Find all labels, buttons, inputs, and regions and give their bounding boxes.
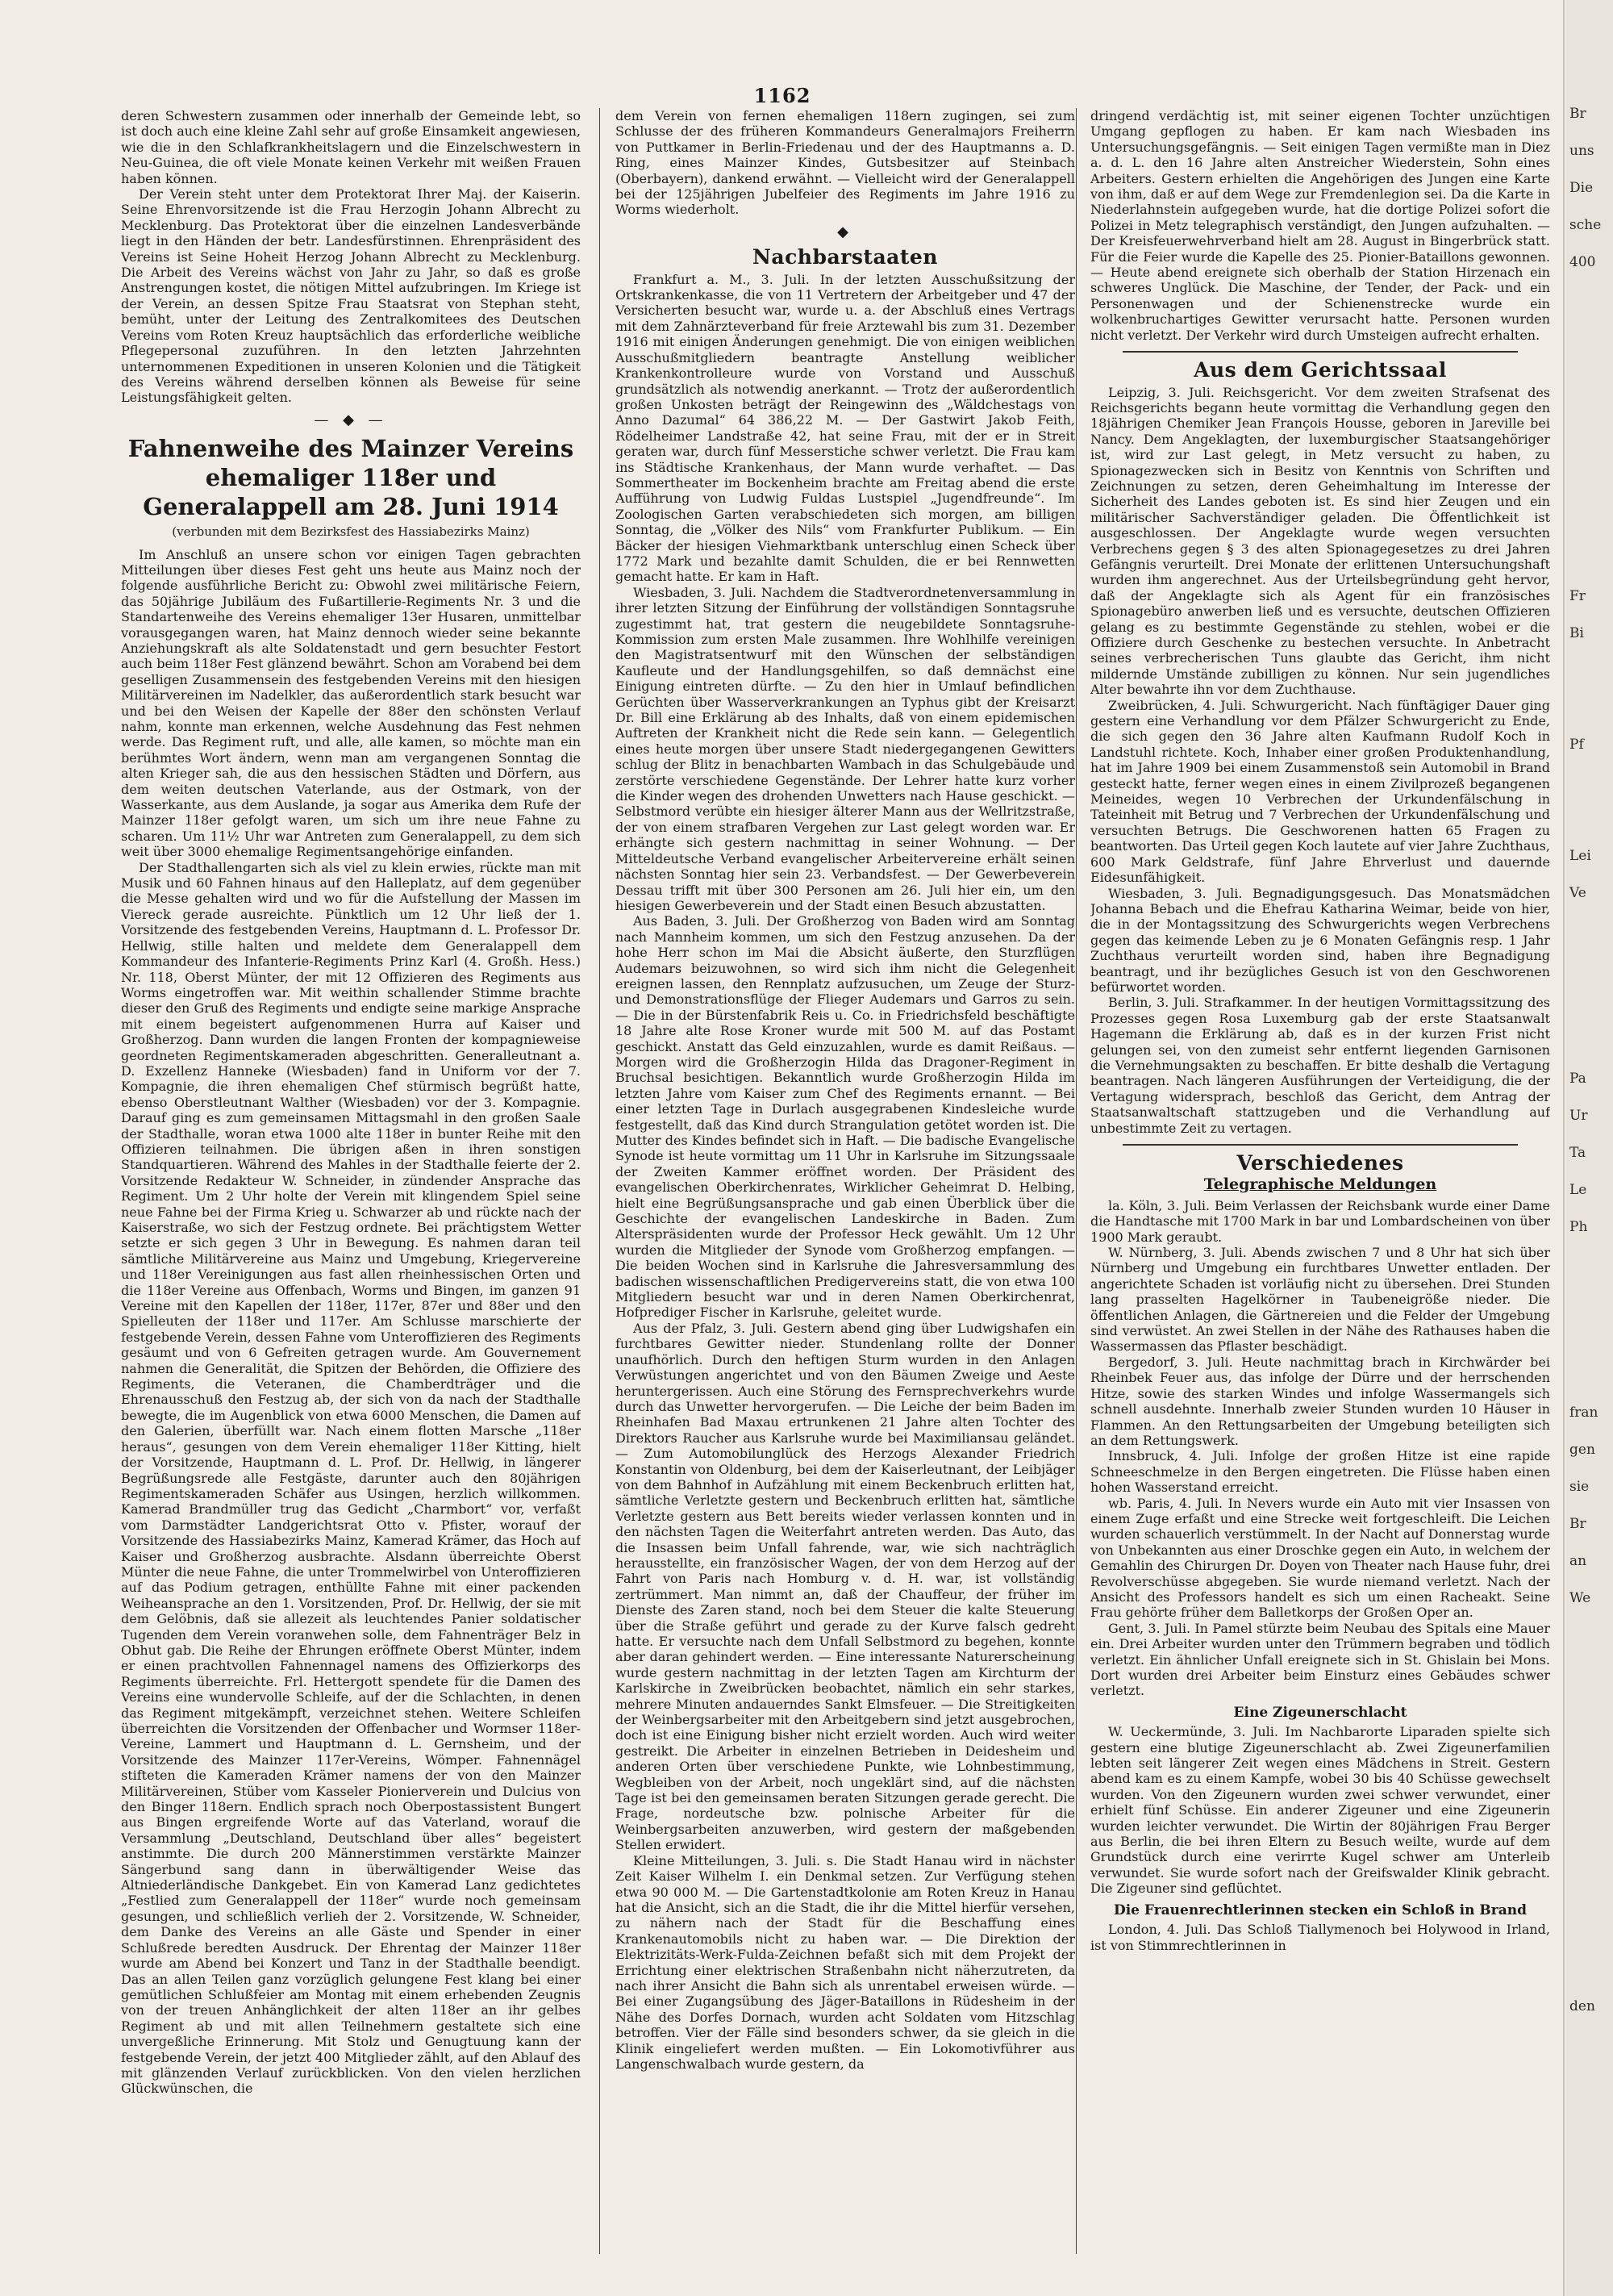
- telegram-heading: Telegraphische Meldungen: [1203, 1175, 1437, 1194]
- section-title-nachbarstaaten: Nachbarstaaten: [752, 245, 938, 269]
- edge-fragment: [1569, 513, 1613, 531]
- edge-fragment: [1569, 1923, 1613, 1941]
- edge-fragment: [1569, 550, 1613, 568]
- edge-fragment: [1569, 1738, 1613, 1755]
- column-1: [121, 108, 581, 2270]
- misc-paris: wb. Paris, 4. Juli. In Nevers wurde ein Auto mit vier Insassen von einem Zuge erfaßt und eine Strecke weit fortgeschleift. Die Leichen wurden schauerlich verstümmelt. In der Nacht auf Donnerstag wurde von Unbekannten aus einer Droschke gegen ein Auto, in welchem der Gemahlin des Chirurgen Dr. Doyen von Theater nach Hause fuhr, drei Revolverschüsse abgegeben. Sie wurde niemand verletzt. Nach der Ansicht des Professors handelt es sich um einen Racheakt. Seine Frau gehörte früher dem Balletkorps der Großen Oper an.: [1090, 1495, 1550, 1621]
- edge-fragment: gen: [1569, 1442, 1595, 1458]
- edge-fragment: Ve: [1569, 885, 1586, 901]
- col1-body-p1: Im Anschluß an unsere schon vor einigen Tagen gebrachten Mitteilungen über dieses Fest geht uns heute aus Mainz noch der folgende ausführliche Bericht zu: Obwohl zwei militärische Feiern, das 50jährige Jubiläum des Fußartillerie-Regiments Nr. 3 und die Standartenweihe des Vereins ehemaliger 13er Husaren, unmittelbar vorausgegangen waren, hat Mainz dennoch wieder seine bekannte Anziehungskraft als alte Soldatenstadt und gern besuchter Festort auch beim 118er Fest glänzend bewährt. Schon am Vorabend bei dem geselligen Zusammensein des festgebenden Vereins mit den hiesigen Militärvereinen im Nadelkler, das außerordentlich stark besucht war und bei den Weisen der Kapelle der 88er den schönsten Verlauf nahm, konnte man erkennen, welche Ausdehnung das Fest nehmen werde. Das Regiment ruft, und alle, alle kamen, so möchte man ein berühmtes Wort ändern, wenn man am vergangenen Sonntag die alten Krieger sah, die aus den hessischen Städten und Dörfern, aus dem weiten deutschen Vaterlande, aus der Ostmark, von der Wasserkante, aus dem Auslande, ja sogar aus Amerika dem Rufe der Mainzer 118er gefolgt waren, um sich um ihre neue Fahne zu scharen. Um 11½ Uhr war Antreten zum Generalappell, zu dem sich weit über 3000 ehemalige Regimentsangehörige einfanden.: [121, 546, 581, 860]
- edge-fragment: [1569, 1255, 1613, 1273]
- edge-fragment: den: [1569, 1998, 1595, 2014]
- edge-fragment: Ur: [1569, 1108, 1588, 1124]
- edge-fragment: sie: [1569, 1479, 1590, 1495]
- edge-fragment: Pa: [1569, 1071, 1586, 1087]
- edge-fragment: [1569, 1292, 1613, 1310]
- edge-fragment: [1569, 439, 1613, 457]
- edge-fragment: sche: [1569, 217, 1602, 233]
- edge-fragment: [1569, 1033, 1613, 1050]
- column-rule-2: [1076, 108, 1077, 2254]
- edge-fragment: [1569, 1701, 1613, 1718]
- col2-news-baden: Aus Baden, 3. Juli. Der Großherzog von Baden wird am Sonntag nach Mannheim kommen, um sich den Festzug anzusehen. Da der hohe Herr schon im Mai die Absicht äußerte, den Sturzflügen Audemars beizuwohnen, so wird sich ihm nicht die Gelegenheit ereignen lassen, den Rennplatz aufzusuchen, um Zeuge der Sturz- und Demonstrationsflüge der Flieger Audemars und Garros zu sein. — Die in der Bürstenfabrik Reis u. Co. in Friedrichsfeld beschäftigte 18 Jahre alte Rose Kroner wurde mit 500 M. auf das Postamt geschickt. Anstatt das Geld einzuzahlen, wurde es damit Reißaus. — Morgen wird die Großherzogin Hilda das Dragoner-Regiment in Bruchsal besichtigen. Bekanntlich wurde Großherzogin Hilda im letzten Jahre vom Kaiser zum Chef des Regiments ernannt. — Bei einer letzten Tage in Durlach ausgegrabenen Kindesleiche wurde festgestellt, daß das Kind durch Strangulation getötet worden ist. Die Mutter des Kindes befindet sich in Haft. — Die badische Evangelische Synode ist heute vormittag um 11 Uhr in Karlsruhe im Sitzungssaale der Zweiten Kammer eröffnet worden. Der Präsident des evangelischen Oberkirchenrates, Wirklicher Geheimrat D. Helbing, hielt eine Begrüßungsansprache und gab einen Überblick über die Geschichte der evangelischen Landeskirche in Baden. Zum Alterspräsidenten wurde der Professor Heck gewählt. Um 12 Uhr wurden die Mitglieder der Synode vom Großherzog empfangen. — Die beiden Wochen sind in Karlsruhe die Jahresversammlung des badischen wissenschaftlichen Predigervereins statt, die von etwa 100 Mitgliedern besucht war und in deren Namen Oberkirchenrat, Hofprediger Fischer in Karlsruhe, geleitet wurde.: [615, 913, 1075, 1321]
- misc-gent: Gent, 3. Juli. In Pamel stürzte beim Neubau des Spitals eine Mauer ein. Drei Arbeiter wurden unter den Trümmern begraben und tödlich verletzt. Ein ähnlicher Unfall ereignete sich in St. Ghislain bei Mons. Dort wurden drei Arbeiter beim Einsturz eines Gebäudes schwer verletzt.: [1090, 1620, 1550, 1699]
- edge-fragment: [1569, 810, 1613, 828]
- col1-intro-p2: Der Verein steht unter dem Protektorat Ihrer Maj. der Kaiserin. Seine Ehrenvorsitzende ist die Frau Herzogin Johann Albrecht zu Mecklenburg. Das Protektorat über die einzelnen Landesverbände liegt in den Händen der betr. Landesfürstinnen. Ehrenpräsident des Vereins ist Seine Hoheit Herzog Johann Albrecht zu Mecklenburg. Die Arbeit des Vereins wächst von Jahr zu Jahr, so daß es große Anstrengungen kostet, die nötigen Mittel aufzubringen. Im Kriege ist der Verein, an dessen Spitze Frau Staatsrat von Stephan steht, bemüht, unter der Leitung des Zentralkomitees des Deutschen Vereins vom Roten Kreuz hauptsächlich das erforderliche weibliche Pflegepersonal zuzuführen. In den letzten Jahrzehnten unternommenen Expeditionen in unseren Kolonien und die Tätigkeit des Vereins während derselben können als Beweise für seine Leistungsfähigkeit gelten.: [121, 186, 581, 406]
- edge-fragment: [1569, 365, 1613, 382]
- separator-line: [1123, 1144, 1518, 1146]
- edge-fragment: [1569, 1330, 1613, 1347]
- col1-intro-p1: deren Schwestern zusammen oder innerhalb der Gemeinde lebt, so ist doch auch eine kleine Zahl sehr auf große Einsamkeit angewiesen, wie die in den Schlafkrankheitslagern und die Einzelschwestern in Neu-Guinea, die oft viele Monate keinen Verkehr mit weißen Frauen haben können.: [121, 108, 581, 186]
- edge-fragment: [1569, 1664, 1613, 1681]
- adjacent-page-edge: [1566, 0, 1613, 2296]
- court-berlin: Berlin, 3. Juli. Strafkammer. In der heutigen Vormittagssitzung des Prozesses gegen Rosa Luxemburg gab der erste Staatsanwalt Hagemann die Erklärung ab, daß es in der kurzen Frist nicht gelungen sei, von den zumeist sehr entfernt liegenden Garnisonen die Vernehmungsakten zu beschaffen. Er bitte deshalb die Vertagung beantragen. Nach längeren Ausführungen der Verteidigung, die der Vertagung widersprach, beschloß das Gericht, dem Antrag der Staatsanwaltschaft stattzugeben und die Verhandlung auf unbestimmte Zeit zu vertagen.: [1090, 995, 1550, 1136]
- misc-nuernberg: W. Nürnberg, 3. Juli. Abends zwischen 7 und 8 Uhr hat sich über Nürnberg und Umgebung ein furchtbares Unwetter entladen. Der angerichtete Schaden ist vorläufig nicht zu übersehen. Drei Stunden lang prasselten Hagelkörner in Taubeneigröße nieder. Die öffentlichen Anlagen, die Gärtnereien und die Felder der Umgebung sind verwüstet. An zwei Stellen in der Nähe des Rathauses haben die Wassermassen das Pflaster beschädigt.: [1090, 1245, 1550, 1355]
- section-title-gerichtssaal: Aus dem Gerichtssaal: [1194, 358, 1447, 382]
- gypsy-heading: Eine Zigeunerschlacht: [1233, 1704, 1407, 1721]
- edge-fragment: uns: [1569, 143, 1594, 159]
- edge-fragment: We: [1569, 1590, 1591, 1606]
- section-title-verschiedenes: Verschiedenes: [1236, 1151, 1404, 1175]
- column-3: [1090, 108, 1550, 2270]
- edge-fragment: [1569, 328, 1613, 345]
- separator-line: [1123, 351, 1518, 353]
- col2-news-pfalz: Aus der Pfalz, 3. Juli. Gestern abend ging über Ludwigshafen ein furchtbares Gewitter nieder. Stundenlang rollte der Donner unaufhörlich. Durch den heftigen Sturm wurden in den Anlagen Verwüstungen angerichtet und von den Bäumen Zweige und Aeste heruntergerissen. Auch eine Störung des Fernsprechverkehrs wurde durch das Unwetter hervorgerufen. — Die Leiche der beim Baden im Rheinhafen Bad Maxau ertrunkenen 21 Jahre alten Tochter des Direktors Raucher aus Karlsruhe wurde bei Maximiliansau geländet. — Zum Automobilunglück des Herzogs Alexander Friedrich Konstantin von Oldenburg, bei dem der Kaiserleutnant, der Leibjäger von dem Bahnhof in Aufzählung mit einem Beckenbruch erlitten hat, sämtliche Verletzte gestern und Beckenbruch erlitten hat, sämtliche Verletzte gestern aus Bett bereits wieder verlassen konnten und in den nächsten Tagen die Weiterfahrt antreten werden. Das Auto, das die Insassen beim Unfall fahrende, war, wie sich nachträglich herausstellte, ein französischer Wagen, der von dem Herzog auf der Fahrt von Paris nach Homburg v. d. H. war, ist vollständig zertrümmert. Man nimmt an, daß der Chauffeur, der früher im Dienste des Zaren stand, noch bei dem Steuer die kalte Steuerung über die Straße geführt und gerade zu der Kurve falsch gedreht hatte. Er versuchte nach dem Unfall Selbstmord zu begehen, konnte aber daran gehindert werden. — Eine interessante Naturerscheinung wurde gestern nachmittag in der letzten Tagen am Kirchturm der Karlskirche in Zweibrücken beobachtet, nämlich ein sehr starkes, mehrere Minuten andauerndes Sankt Elmsfeuer. — Die Streitigkeiten der Weinbergsarbeiter mit den Arbeitgebern sind jetzt ausgebrochen, doch ist eine Einigung bisher nicht erzielt worden. Auch wird weiter gestreikt. Die Arbeiter in einzelnen Betrieben in Deidesheim und anderen Orten über verschiedene Punkte, wie Lohnbestimmung, Wegbleiben von der Arbeit, noch ungeklärt sind, auf die nächsten Tage ist bei den gemeinsamen beraten Sitzungen gerade gerecht. Die Frage, nordeutsche bzw. polnische Arbeiter für die Weinbergsarbeiten anzuwerben, wird gestern der maßgebenden Stellen erwidert.: [615, 1320, 1075, 1853]
- court-zweibruecken: Zweibrücken, 4. Juli. Schwurgericht. Nach fünftägiger Dauer ging gestern eine Verhandlung vor dem Pfälzer Schwurgericht zu Ende, die sich gegen den 36 Jahre alten Kaufmann Rudolf Koch in Landstuhl richtete. Koch, Inhaber einer großen Produktenhandlung, hat im Jahre 1909 bei einem Zusammenstoß sein Automobil in Brand gesteckt hatte, ferner wegen eines in einem Zivilprozeß begangenen Meineides, wegen 10 Verbrechen der Urkundenfälschung in Tateinheit mit Betrug und 7 Verbrechen der Urkundenfälschung und versuchten Betrugs. Die Geschworenen hatten 65 Fragen zu beantworten. Das Urteil gegen Koch lautete auf vier Jahre Zuchthaus, 600 Mark Geldstrafe, fünf Jahre Ehrverlust und dauernde Eidesunfähigkeit.: [1090, 697, 1550, 886]
- col2-news-kleine-mitteilungen: Kleine Mitteilungen, 3. Juli. s. Die Stadt Hanau wird in nächster Zeit Kaiser Wilhelm I. ein Denkmal setzen. Zur Verfügung stehen etwa 90 000 M. — Die Gartenstadtkolonie am Roten Kreuz in Hanau hat die Ansicht, sich an die Stadt, die ihr die Mittel hierfür versehen, zu nähern nach der Stadt für die Beschaffung eines Krankenautomobils nicht zu haben war. — Die Direktion der Elektrizitäts-Werk-Fulda-Zeichnen befaßt sich mit dem Projekt der Errichtung einer elektrischen Straßenbahn nicht näherzutreten, da nach ihrer Ansicht die Bahn sich als unrentabel erweisen würde. — Bei einer Zugangsübung des Jäger-Bataillons in Rüdesheim in der Nähe des Dorfes Dornach, wurden acht Soldaten vom Hitzschlag betroffen. Vier der Fälle sind besonders schwer, da sie gleich in die Klinik eingeliefert werden mußten. — Ein Lokomotivführer aus Langenschwalbach wurde gestern, da: [615, 1852, 1075, 2072]
- edge-fragment: [1569, 476, 1613, 494]
- court-leipzig: Leipzig, 3. Juli. Reichsgericht. Vor dem zweiten Strafsenat des Reichsgerichts begann heute vormittag die Verhandlung gegen den 18jährigen Chemiker Jean François Housse, geboren in Jareville bei Nancy. Dem Angeklagten, der luxemburgischer Staatsangehöriger ist, wird zur Last gelegt, in Metz versucht zu haben, zu Spionagezwecken sich in Besitz von Kenntnis von Schriften und Zeichnungen zu setzen, deren Geheimhaltung im Interesse der Sicherheit des Landes geboten ist. Es sind hier Zeugen und ein militärischer Sachverständiger geladen. Die Öffentlichkeit ist ausgeschlossen. Der Angeklagte wurde wegen versuchten Verbrechens gegen § 3 des alten Spionagegesetzes zu drei Jahren Gefängnis verurteilt. Drei Monate der erlittenen Untersuchungshaft wurden ihm angerechnet. Aus der Urteilsbegründung geht hervor, daß der Angeklagte sich als Agent für ein französisches Spionagebüro anwerben ließ und es versuchte, deutschen Offizieren gelang es zu bestimmte Gegenstände zu stehlen, wobei er die Offiziere durch Geschenke zu bestechen versuchte. In Anbetracht seines verbrecherischen Tuns glaubte das Gericht, ihm nicht mildernde Umstände zubilligen zu können. Nur sein jugendliches Alter bewahrte ihn vor dem Zuchthause.: [1090, 384, 1550, 698]
- edge-fragment: Pf: [1569, 737, 1584, 753]
- edge-fragment: Lei: [1569, 848, 1591, 864]
- edge-fragment: Br: [1569, 1516, 1586, 1532]
- edge-fragment: Ta: [1569, 1145, 1586, 1161]
- column-rule-1: [599, 108, 600, 2254]
- edge-fragment: [1569, 699, 1613, 716]
- page-number: 1162: [753, 84, 811, 107]
- edge-fragment: [1569, 921, 1613, 939]
- col3-intro: dringend verdächtig ist, mit seiner eigenen Tochter unzüchtigen Umgang gepflogen zu haben. Er kam nach Wiesbaden ins Untersuchungsgefängnis. — Seit einigen Tagen vermißte man in Diez a. d. L. den 16 Jahre alten Anstreicher Wiederstein, Sohn eines Arbeiters. Gestern erhielten die Angehörigen des Jungen eine Karte von ihm, daß er auf dem Wege zur Fremdenlegion sei. Da die Karte in Niederlahnstein aufgegeben wurde, hat die dortige Polizei sofort die Polizei in Metz telegraphisch verständigt, den Jungen aufzuhalten. — Der Kreisfeuerwehrverband hielt am 28. August in Bingerbrück statt. Für die Feier wurde die Kapelle des 25. Pionier-Bataillons gewonnen. — Heute abend ereignete sich oberhalb der Station Hirzenach ein schweres Unglück. Die Maschine, der Tender, der Pack- und ein Personenwagen und der Schienenstrecke wurde ein wolkenbruchartiges Gewitter verursacht hatte. Personen wurden nicht verletzt. Der Verkehr wird durch Umsteigen aufrecht erhalten.: [1090, 108, 1550, 343]
- suffrage-report: London, 4. Juli. Das Schloß Tiallymenoch bei Holywood in Irland, ist von Stimmrechtlerinnen in: [1090, 1922, 1550, 1953]
- court-wiesbaden: Wiesbaden, 3. Juli. Begnadigungsgesuch. Das Monatsmädchen Johanna Bebach und die Ehefrau Katharina Weimar, beide von hier, die in der Montagssitzung des Schwurgerichts wegen Verbrechens gegen das keimende Leben zu je 6 Monaten Gefängnis resp. 1 Jahr Zuchthaus verurteilt worden sind, haben ihre Begnadigung beantragt, und ihr bezügliches Gesuch ist von den Geschworenen befürwortet worden.: [1090, 885, 1550, 995]
- misc-innsbruck: Innsbruck, 4. Juli. Infolge der großen Hitze ist eine rapide Schneeschmelze in den Bergen eingetreten. Die Flüsse haben einen hohen Wasserstand erreicht.: [1090, 1448, 1550, 1496]
- edge-fragment: Br: [1569, 106, 1586, 122]
- suffrage-heading: Die Frauenrechtlerinnen stecken ein Schloß in Brand: [1113, 1902, 1527, 1918]
- edge-fragment: [1569, 958, 1613, 976]
- edge-fragment: 400: [1569, 254, 1596, 270]
- edge-fragment: [1569, 773, 1613, 791]
- article-subtitle: (verbunden mit dem Bezirksfest des Hassiabezirks Mainz): [172, 524, 530, 540]
- edge-fragment: an: [1569, 1553, 1587, 1569]
- edge-fragment: [1569, 1849, 1613, 1867]
- edge-fragment: Fr: [1569, 588, 1586, 604]
- edge-fragment: Le: [1569, 1182, 1587, 1198]
- edge-fragment: [1569, 290, 1613, 308]
- gypsy-report: W. Ueckermünde, 3. Juli. Im Nachbarorte Liparaden spielte sich gestern eine blutige Zigeunerschlacht ab. Zwei Zigeunerfamilien lebten seit längerer Zeit wegen eines Mädchens in Streit. Gestern abend kam es zu einem Kampfe, wobei 30 bis 40 Schüsse gewechselt wurden. Von den Zigeunern wurden zwei schwer verwundet, einer erhielt fünf Schüsse. Ein anderer Zigeuner und eine Zigeunerin wurden leichter verwundet. Die Wirtin der 80jährigen Frau Berger aus Berlin, die bei ihren Eltern zu Besuch weilte, wurde auf dem Grundstück durch eine verirrte Kugel schwer am Unterleib verwundet. Sie wurde sofort nach der Greifswalder Klinik gebracht. Die Zigeuner sind geflüchtet.: [1090, 1724, 1550, 1897]
- edge-fragment: Bi: [1569, 625, 1584, 641]
- edge-fragment: [1569, 996, 1613, 1013]
- col2-news-frankfurt: Frankfurt a. M., 3. Juli. In der letzten Ausschußsitzung der Ortskrankenkasse, die von 11 Vertretern der Arbeitgeber und 47 der Versicherten besucht war, wurde u. a. der Abschluß eines Vertrags mit dem Zahnärzteverband für freie Arztewahl bis zum 31. Dezember 1916 mit einigen Änderungen genehmigt. Die von einigen weiblichen Ausschußmitgliedern beantragte Anstellung weiblicher Krankenkontrolleure wurde von Vorstand und Ausschuß grundsätzlich als notwendig anerkannt. — Trotz der außerordentlich großen Unkosten beträgt der Reingewinn des „Wäldchestags von Anno Dazumal“ 64 386,22 M. — Der Gastwirt Jakob Feith, Rödelheimer Landstraße 42, hat seine Frau, mit der er in Streit geraten war, durch fünf Messerstiche schwer verletzt. Die Frau kam ins Städtische Krankenhaus, der Mann wurde verhaftet. — Das Sommertheater im Bockenheim brachte am Freitag abend die erste Aufführung von Ludwig Fuldas Lustspiel „Jugendfreunde“. Im Zoologischen Garten verabschiedeten sich morgen, am billigen Sonntag, die „Völker des Nils“ vom Frankfurter Publikum. — Ein Bäcker der hiesigen Viehmarktbank unterschlug einen Scheck über 1772 Mark und bezahlte damit Schulden, die er bei Rennwetten gemacht hatte. Er kam in Haft.: [615, 271, 1075, 585]
- edge-fragment: [1569, 1812, 1613, 1830]
- col2-intro: dem Verein von fernen ehemaligen 118ern zugingen, sei zum Schlusse der des früheren Kommandeurs Generalmajors Freiherrn von Puttkamer in Berlin-Friedenau und der des Hauptmanns a. D. Ring, eines Mainzer Kindes, Gutsbesitzer auf Steinbach (Oberbayern), dankend erwähnt. — Vielleicht wird der Generalappell bei der 125jährigen Jubelfeier des Regiments im Jahre 1916 zu Worms wiederholt.: [615, 108, 1075, 218]
- edge-fragment: [1569, 1367, 1613, 1384]
- edge-fragment: Ph: [1569, 1219, 1588, 1235]
- edge-fragment: [1569, 1886, 1613, 1904]
- edge-fragment: [1569, 402, 1613, 420]
- col2-news-wiesbaden: Wiesbaden, 3. Juli. Nachdem die Stadtverordnetenversammlung in ihrer letzten Sitzung der Einführung der vollständigen Sonntagsruhe zugestimmt hat, trat gestern die neugebildete Sonntagsruhe-Kommission zum ersten Male zusammen. Ihre Wohlhilfe vereinigen den Magistratsentwurf mit den Wünschen der selbständigen Kaufleute und der Handlungsgehilfen, so daß demnächst eine Einigung eintreten dürfte. — Zu den hier in Umlauf befindlichen Gerüchten über Wasserverkrankungen an Typhus gibt der Kreisarzt Dr. Bill eine Erklärung ab des Inhalts, daß von einem epidemischen Auftreten der Krankheit nicht die Rede sein kann. — Gelegentlich eines heute morgen über unsere Stadt niedergegangenen Gewitters schlug der Blitz in benachbarten Wambach in das Schulgebäude und zerstörte verschiedene Gegenstände. Der Lehrer hatte kurz vorher die Kinder wegen des drohenden Unwetters nach Hause geschickt. — Selbstmord verübte ein hiesiger älterer Mann aus der Wellritzstraße, der von einem strafbaren Vergehen zur Last gelegt worden war. Er erhängte sich gestern nachmittag in seiner Wohnung. — Der Mitteldeutsche Verband evangelischer Arbeitervereine erhält seinen nächsten Sonntag hier sein 23. Verbandsfest. — Der Gewerbeverein Dessau trifft mit über 300 Personen am 26. Juli hier ein, um den hiesigen Gewerbeverein und der Stadt einen Besuch abzustatten.: [615, 584, 1075, 913]
- edge-fragment: Die: [1569, 180, 1594, 196]
- edge-fragment: [1569, 1626, 1613, 1644]
- col1-body-p2: Der Stadthallengarten sich als viel zu klein erwies, rückte man mit Musik und 60 Fahnen hinaus auf den Halleplatz, auf dem gegenüber die Messe gehalten wird und wo für die Aufstellung der Massen im Viereck gerade ausreichte. Pünktlich um 12 Uhr ließ der 1. Vorsitzende des festgebenden Vereins, Hauptmann d. L. Professor Dr. Hellwig, stille halten und meldete dem Generalappell dem Kommandeur des Infanterie-Regiments Prinz Karl (4. Großh. Hess.) Nr. 118, Oberst Münter, der mit 12 Offizieren des Regiments aus Worms eingetroffen war. Mit weithin schallender Stimme brachte dieser den Gruß des Regiments und endigte seine markige Ansprache mit einem begeistert aufgenommenen Hurra auf Kaiser und Großherzog. Dann wurden die langen Fronten der kompagnieweise geordneten Regimentskameraden abgeschritten. Generalleutnant a. D. Exzellenz Hanneke (Wiesbaden) fand in Uniform vor der 7. Kompagnie, die ihren ehemaligen Chef stürmisch begrüßt hatte, ebenso Oberstleutnant Walther (Wiesbaden) vor der 3. Kompagnie. Darauf ging es zum gemeinsamen Mittagsmahl in den großen Saale der Stadthalle, woran etwa 1000 alte 118er in bunter Reihe mit den Offizieren teilnahmen. Die übrigen aßen in ihren sonstigen Standquartieren. Während des Mahles in der Stadthalle feierte der 2. Vorsitzende Redakteur W. Schneider, in zündender Ansprache das Regiment. Um 2 Uhr holte der Verein mit klingendem Spiel seine neue Fahne bei der Firma Krieg u. Schwarzer ab und rückte nach der Kaiserstraße, wo sich der Festzug ordnete. Bei prächtigstem Wetter setzte er sich gegen 3 Uhr in Bewegung. Es nahmen daran teil sämtliche Militärvereine aus Mainz und Umgebung, Kriegervereine und 118er Vereinigungen aus fast allen rheinhessischen Orten und die 118er Vereine aus Offenbach, Worms und Bingen, im ganzen 91 Vereine mit den Kapellen der 118er, 117er, 87er und 88er und den Spielleuten der 118er und 117er. Am Schlusse marschierte der festgebende Verein, dessen Fahne vom Unteroffizieren des Regiments gesäumt und von 6 Gefreiten getragen wurde. Am Gouvernement nahmen die Generalität, die Spitzen der Behörden, die Offiziere des Regiments, die Veteranen, die Chamberdträger und die Ehrenausschuß den Festzug ab, der sich von da nach der Stadthalle bewegte, die im Augenblick von etwa 6000 Menschen, die Damen auf den Galerien, überfüllt war. Nach einem flotten Marsche „118er heraus“, gesungen von dem Verein ehemaliger 118er Kitting, hielt der Vorsitzende, Hauptmann d. L. Prof. Dr. Hellwig, in längerer Begrüßungsrede alle Festgäste, darunter auch den 80jährigen Regimentskameraden Schäfer aus Usingen, herzlich willkommen. Kamerad Brandmüller trug das Gedicht „Charmbort“ vor, verfaßt vom Darmstädter Landgerichtsrat Otto v. Pfister, worauf der Vorsitzende des Hassiabezirks Mainz, Kamerad Krämer, das Hoch auf Kaiser und Großherzog ausbrachte. Alsdann überreichte Oberst Münter die neue Fahne, die unter Trommelwirbel von Unteroffizieren auf das Podium getragen, enthüllte Fahne mit einer packenden Weiheansprache an den 1. Vorsitzenden, Prof. Dr. Hellwig, der sie mit dem Gelöbnis, daß sie allezeit als leuchtendes Panier soldatischer Tugenden dem Verein voranwehen solle, dem Fahnenträger Belz in Obhut gab. Die Reihe der Ehrungen eröffnete Oberst Münter, indem er einen prachtvollen Fahnennagel namens des Offizierkorps des Regiments überreichte. Frl. Hettergott spendete für die Damen des Vereins eine wundervolle Schleife, auf der die Schlachten, in denen das Regiment mitgekämpft, verzeichnet stehen. Weitere Schleifen überreichten die Vorsitzenden der Offenbacher und Wormser 118er-Vereine, Lammert und Hauptmann d. L. Gernsheim, und der Vorsitzende des Mainzer 117er-Vereins, Wömper. Fahnennägel stifteten die Kameraden Krämer namens der von den Mainzer Militärvereinen, Stüber vom Kasseler Pionierverein und Dulcius von den Binger 118ern. Endlich sprach noch Oberpostassistent Bungert aus Bingen ergreifende Worte auf das Vaterland, worauf die Versammlung „Deutschland, Deutschland über alles“ begeistert anstimmte. Die durch 200 Männerstimmen verstärkte Mainzer Sängerbund sang dann in überwältigender Weise das Altniederländische Dankgebet. Ein von Kamerad Lanz gedichtetes „Festlied zum Generalappell der 118er“ wurde noch gemeinsam gesungen, und schließlich verlieh der 2. Vorsitzende, W. Schneider, dem Danke des Vereins an alle Gäste und Spender in einer Schlußrede beredten Ausdruck. Der Ehrentag der Mainzer 118er wurde am Abend bei Konzert und Tanz in der Stadthalle beendigt. Das an allen Teilen ganz vorzüglich gelungene Fest klang bei einer gemütlichen Schlußfeier am Montag mit einem erhebenden Zeugnis von der treuen Anhänglichkeit der alten 118er an ihr gelbes Regiment ab und mit allen Teilnehmern gestaltete sich eine unvergeßliche Erinnerung. Mit Stolz und Genugtuung kann der festgebende Verein, der jetzt 400 Mitglieder zählt, auf den Ablauf des mit glänzenden Verlauf zurückblicken. Von den vielen herzlichen Glückwünschen, die: [121, 859, 581, 2097]
- edge-fragment: [1569, 662, 1613, 679]
- misc-bergedorf: Bergedorf, 3. Juli. Heute nachmittag brach in Kirchwärder bei Rheinbek Feuer aus, das infolge der Dürre und der herrschenden Hitze, sowie des starken Windes und infolge Wassermangels sich schnell ausdehnte. Innerhalb zweier Stunden wurden 10 Häuser in Flammen. An den Rettungsarbeiten der Umgebung beteiligten sich an dem Rettungswerk.: [1090, 1354, 1550, 1448]
- article-title-fahnenweihe: Fahnenweihe des Mainzer Vereins ehemaliger 118er und Generalappell am 28. Juni 1914: [127, 435, 574, 521]
- edge-fragment: [1569, 1775, 1613, 1793]
- edge-fragment: fran: [1569, 1405, 1598, 1421]
- ornament-diamond: ◆: [837, 223, 853, 240]
- misc-koeln: la. Köln, 3. Juli. Beim Verlassen der Reichsbank wurde einer Dame die Handtasche mit 1700 Mark in bar und Lombardscheinen von über 1900 Mark geraubt.: [1090, 1197, 1550, 1245]
- column-2: [615, 108, 1075, 2270]
- ornament-divider: — ◆ —: [314, 411, 388, 428]
- edge-fragment: [1569, 1960, 1613, 1978]
